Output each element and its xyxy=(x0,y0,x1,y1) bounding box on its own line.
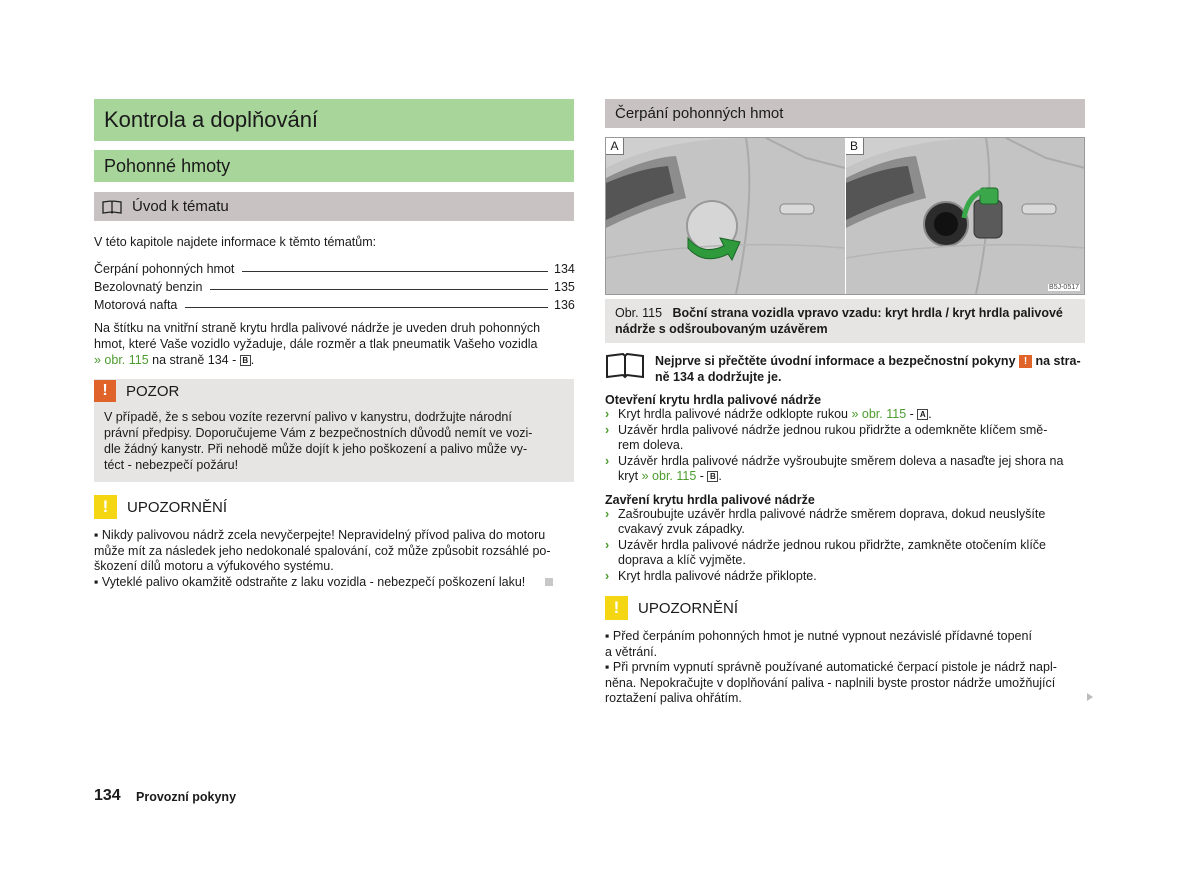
body-text: na straně 134 - xyxy=(148,353,240,367)
step-text xyxy=(618,507,1045,538)
intro-text: V této kapitole najdete informace k těmto tématům: xyxy=(94,235,377,249)
step-line: Uzávěr hrdla palivové nádrže jednou rukou přidržte a odemkněte klíčem smě- xyxy=(618,422,1048,437)
car-fuel-flap-closed-illustration xyxy=(606,138,845,294)
toc-page: 136 xyxy=(554,298,575,312)
caption-text: Boční strana vozidla vpravo vzadu: kryt hrdla / kryt hrdla palivové xyxy=(672,306,1063,320)
step-text xyxy=(618,538,1046,569)
step-item xyxy=(605,507,1085,538)
step-line: Zašroubujte uzávěr hrdla palivové nádrže směrem doprava, dokud neuslyšíte xyxy=(618,506,1046,521)
danger-line: téct - nebezpečí požáru! xyxy=(104,458,239,472)
step-item xyxy=(605,569,1085,585)
notice-line: něna. Nepokračujte v doplňování paliva - naplnili byste prostor nádrže umožňující xyxy=(605,675,1056,690)
step-arrow-icon: › xyxy=(605,407,610,421)
step-text: Kryt hrdla palivové nádrže odklopte rukou » obr. 115 - A . xyxy=(618,407,932,421)
body-line: hmot, které Vaše vozidlo vyžaduje, dále rozměr a tlak pneumatik Vašeho vozidla xyxy=(94,337,538,351)
note-line xyxy=(655,353,1081,369)
toc-leader xyxy=(210,289,548,290)
close-steps-title: Zavření krytu hrdla palivové nádrže xyxy=(605,492,815,507)
notice-title: UPOZORNĚNÍ xyxy=(127,498,228,516)
notice-text-right xyxy=(605,629,1085,707)
step-item xyxy=(605,454,1085,485)
toc-page: 135 xyxy=(554,280,575,294)
danger-icon: ! xyxy=(94,380,116,402)
toc-leader xyxy=(242,271,548,272)
step-line: Uzávěr hrdla palivové nádrže vyšroubujte směrem doleva a nasaďte jej shora na xyxy=(618,453,1064,468)
figure-code: B5J-0517 xyxy=(1049,284,1079,291)
step-line: cvakavý zvuk západky. xyxy=(618,522,745,536)
step-line: doprava a klíč vyjměte. xyxy=(618,553,746,567)
notice-line: škození dílů motoru a výfukového systému. xyxy=(94,559,334,573)
panel-key-b: B xyxy=(240,355,251,366)
section-title: Pohonné hmoty xyxy=(94,150,574,182)
toc-label: Čerpání pohonných hmot xyxy=(94,262,235,276)
page-number: 134 xyxy=(94,787,121,804)
notice-header-right xyxy=(605,596,1085,620)
body-line: Na štítku na vnitřní straně krytu hrdla palivové nádrže je uveden druh pohonných xyxy=(94,321,541,335)
toc-label: Motorová nafta xyxy=(94,298,178,312)
toc-leader xyxy=(185,307,548,308)
toc-item[interactable] xyxy=(94,276,574,294)
notice-line: může mít za následek jeho nedokonalé spalování, což může způsobit rozsáhlé po- xyxy=(94,543,551,558)
note-text-2: na stra- xyxy=(1032,354,1081,368)
notice-line xyxy=(94,575,574,591)
step-text xyxy=(618,423,1047,454)
open-steps-title: Otevření krytu hrdla palivové nádrže xyxy=(605,393,822,407)
left-column xyxy=(94,99,574,590)
caption-number: Obr. 115 xyxy=(615,306,663,320)
panel-label-b: B xyxy=(846,138,864,155)
topic-header xyxy=(94,192,574,221)
figure-115 xyxy=(605,137,1085,295)
body-line: » obr. 115 na straně 134 - B . xyxy=(94,353,255,367)
panel-key-a: A xyxy=(917,409,928,420)
notice-line: ▪ Při prvním vypnutí správně používané automatické čerpací pistole je nádrž napl- xyxy=(605,660,1057,674)
panel-key-b: B xyxy=(707,471,718,482)
step-item xyxy=(605,538,1085,569)
caption-text-2: nádrže s odšroubovaným uzávěrem xyxy=(615,322,828,336)
step-line: Uzávěr hrdla palivové nádrže jednou rukou přidržte, zamkněte otočením klíče xyxy=(618,537,1046,552)
step-item xyxy=(605,407,1085,423)
step-line: kryt xyxy=(618,469,642,483)
step-tail: . xyxy=(928,407,932,421)
book-icon xyxy=(102,200,122,214)
read-first-note xyxy=(605,353,1085,385)
danger-line: dle žádný kanystr. Při nehodě může dojít k jeho poškození a palivo může vy- xyxy=(104,442,528,456)
toc-page: 134 xyxy=(554,262,575,276)
panel-label-a: A xyxy=(606,138,624,155)
step-text-part: Kryt hrdla palivové nádrže odklopte rukou xyxy=(618,407,852,421)
right-column xyxy=(605,99,1085,707)
section-end-icon xyxy=(545,578,553,586)
step-arrow-icon: › xyxy=(605,506,610,521)
step-arrow-icon: › xyxy=(605,568,610,583)
danger-header xyxy=(94,379,574,403)
figure-link[interactable]: » obr. 115 xyxy=(851,407,907,421)
notice-line-text: ▪ Vyteklé palivo okamžitě odstraňte z laku vozidla - nebezpečí poškození laku! xyxy=(94,574,526,589)
figure-caption xyxy=(605,299,1085,343)
section-title-right: Čerpání pohonných hmot xyxy=(605,99,1085,128)
step-text: Uzávěr hrdla palivové nádrže vyšroubujte směrem doleva a nasaďte jej shora na kryt » obr. 115 - B . xyxy=(618,453,1064,483)
note-text-1: Nejprve si přečtěte úvodní informace a bezpečnostní pokyny xyxy=(655,354,1016,368)
caption-line xyxy=(615,305,1075,321)
footer-section: Provozní pokyny xyxy=(136,790,237,804)
danger-box xyxy=(94,379,574,482)
warning-icon-small: ! xyxy=(1019,355,1032,368)
notice-icon: ! xyxy=(94,495,117,519)
toc-list xyxy=(94,258,574,312)
open-book-icon xyxy=(605,353,645,379)
chapter-title: Kontrola a doplňování xyxy=(94,99,574,141)
body-paragraph xyxy=(94,320,574,368)
toc-label: Bezolovnatý benzin xyxy=(94,280,203,294)
car-fuel-cap-open-illustration xyxy=(846,138,1085,294)
danger-text xyxy=(94,403,574,482)
danger-title: POZOR xyxy=(126,382,180,400)
note-line: ně 134 a dodržujte je. xyxy=(655,370,782,384)
caption-line xyxy=(615,321,1075,337)
figure-link[interactable]: » obr. 115 xyxy=(94,353,149,367)
step-arrow-icon: › xyxy=(605,537,610,552)
step-text: Kryt hrdla palivové nádrže přiklopte. xyxy=(618,568,817,583)
step-item xyxy=(605,423,1085,454)
step-arrow-icon: › xyxy=(605,453,610,468)
notice-line: roztažení paliva ohřátím. xyxy=(605,691,742,705)
notice-title: UPOZORNĚNÍ xyxy=(638,599,739,617)
step-line: rem doleva. xyxy=(618,438,684,452)
step-arrow-icon: › xyxy=(605,422,610,437)
figure-panel-a xyxy=(606,138,845,294)
continue-arrow-icon xyxy=(1087,693,1093,701)
topic-title: Úvod k tématu xyxy=(132,198,229,215)
notice-line: ▪ Nikdy palivovou nádrž zcela nevyčerpejte! Nepravidelný přívod paliva do motoru xyxy=(94,528,546,542)
step-tail: . xyxy=(718,469,722,483)
notice-text xyxy=(94,528,574,590)
toc-item[interactable] xyxy=(94,294,574,312)
notice-line: a větrání. xyxy=(605,644,658,659)
note-text xyxy=(655,353,1081,385)
notice-header xyxy=(94,495,574,519)
figure-link[interactable]: » obr. 115 xyxy=(641,469,697,483)
notice-icon: ! xyxy=(605,596,628,620)
danger-line: V případě, že s sebou vozíte rezervní palivo v kanystru, dodržujte národní xyxy=(104,410,512,424)
figure-panel-b xyxy=(846,138,1085,294)
notice-line: ▪ Před čerpáním pohonných hmot je nutné vypnout nezávislé přídavné topení xyxy=(605,629,1032,643)
danger-line: právní předpisy. Doporučujeme Vám z bezpečnostních důvodů nemít ve vozi- xyxy=(104,426,533,440)
toc-item[interactable] xyxy=(94,258,574,276)
